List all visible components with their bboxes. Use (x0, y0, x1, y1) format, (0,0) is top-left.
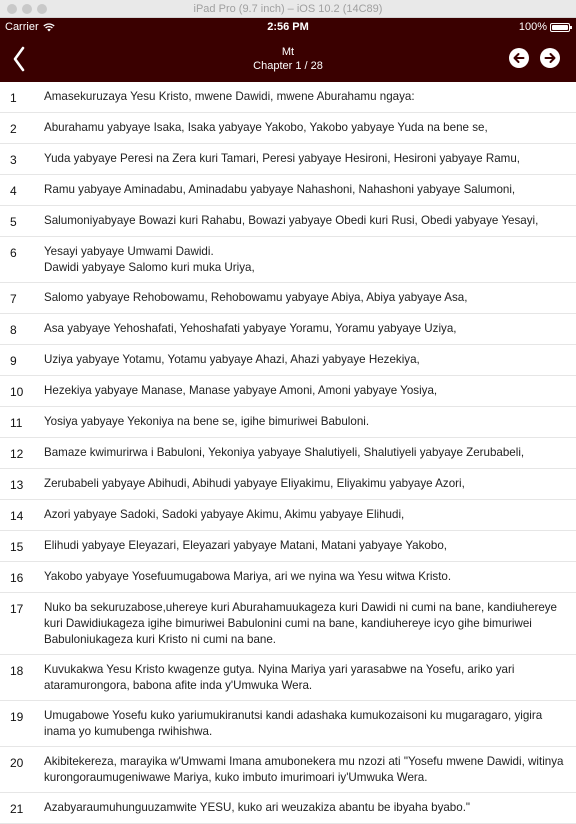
status-bar (0, 18, 576, 36)
verse-row[interactable] (0, 593, 576, 655)
verse-row[interactable] (0, 283, 576, 314)
verse-number: 6 (10, 246, 17, 260)
verse-row[interactable] (0, 345, 576, 376)
verse-row[interactable] (0, 314, 576, 345)
verse-row[interactable] (0, 655, 576, 701)
verse-text: Akibitekereza, marayika w'Umwami Imana amubonekera mu nzozi ati "Yosefu mwene Dawidi, witinya kurongoraumugeniwawe Mariya, kuko imbuto imurimoari iy'Umwuka Wera. (44, 755, 564, 784)
verse-number: 1 (10, 91, 17, 105)
status-right (519, 18, 570, 36)
verse-text: Hezekiya yabyaye Manase, Manase yabyaye Amoni, Amoni yabyaye Yosiya, (44, 384, 438, 397)
verse-text: Ramu yabyaye Aminadabu, Aminadabu yabyaye Nahashoni, Nahashoni yabyaye Salumoni, (44, 183, 516, 196)
verse-number: 15 (10, 540, 24, 554)
next-chapter-button[interactable] (540, 48, 560, 68)
verse-number: 13 (10, 478, 24, 492)
verse-row[interactable] (0, 376, 576, 407)
verse-row[interactable] (0, 531, 576, 562)
arrow-right-circle-icon (543, 51, 557, 65)
verse-text: Yosiya yabyaye Yekoniya na bene se, igihe bimuriwei Babuloni. (44, 415, 370, 428)
verse-row[interactable] (0, 113, 576, 144)
verse-number: 10 (10, 385, 24, 399)
verse-text: Salumoniyabyaye Bowazi kuri Rahabu, Bowazi yabyaye Obedi kuri Rusi, Obedi yabyaye Yesayi, (44, 214, 539, 227)
verse-text: Yuda yabyaye Peresi na Zera kuri Tamari, Peresi yabyaye Hesironi, Hesironi yabyaye Ramu, (44, 152, 520, 165)
verse-number: 3 (10, 153, 17, 167)
arrow-left-circle-icon (512, 51, 526, 65)
verse-number: 7 (10, 292, 17, 306)
window-controls (7, 4, 47, 14)
simulator-title-bar (0, 0, 576, 18)
verse-number: 11 (10, 416, 23, 430)
back-button[interactable] (6, 46, 32, 72)
chapter-indicator: Chapter 1 / 28 (253, 60, 323, 72)
verse-text: Aburahamu yabyaye Isaka, Isaka yabyaye Yakobo, Yakobo yabyaye Yuda na bene se, (44, 121, 488, 134)
verse-text: Uziya yabyaye Yotamu, Yotamu yabyaye Ahazi, Ahazi yabyaye Hezekiya, (44, 353, 420, 366)
verse-text: Yakobo yabyaye Yosefuumugabowa Mariya, ari we nyina wa Yesu witwa Kristo. (44, 570, 452, 583)
verse-row[interactable] (0, 237, 576, 283)
verse-text: Elihudi yabyaye Eleyazari, Eleyazari yabyaye Matani, Matani yabyaye Yakobo, (44, 539, 447, 552)
simulator-title: iPad Pro (9.7 inch) – iOS 10.2 (14C89) (193, 3, 383, 15)
chapter-nav (509, 48, 560, 68)
carrier-label: Carrier (5, 21, 39, 33)
verse-text: Asa yabyaye Yehoshafati, Yehoshafati yabyaye Yoramu, Yoramu yabyaye Uziya, (44, 322, 457, 335)
previous-chapter-button[interactable] (509, 48, 529, 68)
verse-text: Yesayi yabyaye Umwami Dawidi. Dawidi yabyaye Salomo kuri muka Uriya, (44, 245, 255, 274)
verse-text: Azori yabyaye Sadoki, Sadoki yabyaye Akimu, Akimu yabyaye Elihudi, (44, 508, 405, 521)
verse-row[interactable] (0, 206, 576, 237)
close-window-button[interactable] (7, 4, 17, 14)
navigation-bar (0, 36, 576, 82)
verse-number: 5 (10, 215, 17, 229)
verse-number: 14 (10, 509, 24, 523)
verse-number: 9 (10, 354, 17, 368)
verse-row[interactable] (0, 175, 576, 206)
verse-text: Bamaze kwimurirwa i Babuloni, Yekoniya yabyaye Shalutiyeli, Shalutiyeli yabyaye Zerubabeli, (44, 446, 525, 459)
verse-text: Nuko ba sekuruzabose,uhereye kuri Aburahamuukageza kuri Dawidi ni cumi na bane, kandiuhereye kuri Dawidiukageza igihe bimuriwei Babulonini cumi na bane, kandiuhereye icyo gihe bimuriwei Babuloniukageza kuri Kristo ni cumi na bane. (44, 601, 558, 646)
verse-text: Kuvukakwa Yesu Kristo kwagenze gutya. Nyina Mariya yari yarasabwe na Yosefu, ariko yari ataramurongora, babona afite inda y'Umwuka Wera. (44, 663, 515, 692)
verse-text: Salomo yabyaye Rehobowamu, Rehobowamu yabyaye Abiya, Abiya yabyaye Asa, (44, 291, 468, 304)
verse-number: 17 (10, 602, 24, 616)
verse-number: 4 (10, 184, 17, 198)
verse-number: 19 (10, 710, 24, 724)
verse-number: 18 (10, 664, 24, 678)
verse-list[interactable] (0, 82, 576, 816)
verse-number: 20 (10, 756, 24, 770)
verse-number: 8 (10, 323, 17, 337)
verse-row[interactable] (0, 747, 576, 793)
book-title: Mt (281, 46, 295, 58)
verse-row[interactable] (0, 701, 576, 747)
verse-row[interactable] (0, 469, 576, 500)
nav-titles (120, 45, 456, 73)
zoom-window-button[interactable] (37, 4, 47, 14)
battery-icon (550, 23, 570, 32)
verse-number: 21 (10, 802, 24, 816)
minimize-window-button[interactable] (22, 4, 32, 14)
verse-row[interactable] (0, 500, 576, 531)
status-time: 2:56 PM (267, 21, 309, 33)
chevron-left-icon (12, 46, 26, 72)
verse-row[interactable] (0, 144, 576, 175)
verse-row[interactable] (0, 438, 576, 469)
verse-text: Umugabowe Yosefu kuko yariumukiranutsi kandi adashaka kumukozaisoni ku mugaragaro, yigira inama yo kumubenga rwihishwa. (44, 709, 543, 738)
verse-row[interactable] (0, 562, 576, 593)
verse-row[interactable] (0, 793, 576, 824)
wifi-icon (43, 22, 55, 32)
verse-number: 12 (10, 447, 24, 461)
verse-text: Azabyaraumuhunguuzamwite YESU, kuko ari weuzakiza abantu be ibyaha byabo." (44, 801, 471, 814)
verse-row[interactable] (0, 407, 576, 438)
verse-row[interactable] (0, 82, 576, 113)
verse-text: Amasekuruzaya Yesu Kristo, mwene Dawidi, mwene Aburahamu ngaya: (44, 90, 415, 103)
status-left (5, 18, 55, 36)
verse-text: Zerubabeli yabyaye Abihudi, Abihudi yabyaye Eliyakimu, Eliyakimu yabyaye Azori, (44, 477, 465, 490)
verse-number: 2 (10, 122, 17, 136)
battery-percent: 100% (518, 21, 547, 33)
verse-number: 16 (10, 571, 24, 585)
